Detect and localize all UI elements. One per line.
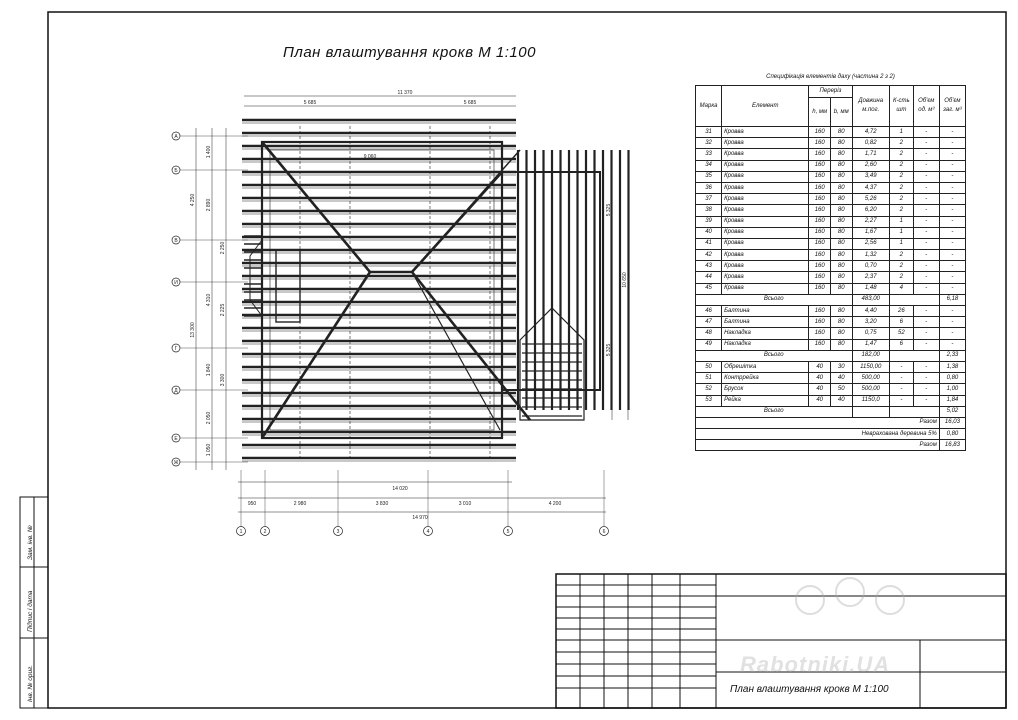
spec-cell: - xyxy=(939,317,965,328)
spec-cell: - xyxy=(913,216,939,227)
spec-cell: 160 xyxy=(809,205,831,216)
axis-label-left: А xyxy=(174,133,178,140)
dimension-label-left: 13 300 xyxy=(190,322,196,338)
dimension-label-top: 5 685 xyxy=(463,100,477,106)
spec-cell: 80 xyxy=(830,194,852,205)
spec-cell: - xyxy=(939,149,965,160)
spec-cell: 34 xyxy=(696,160,722,171)
spec-cell: - xyxy=(913,227,939,238)
spec-cell: 40 xyxy=(696,227,722,238)
spec-cell: 1,84 xyxy=(939,395,965,406)
drawing-title: План влаштування крокв М 1:100 xyxy=(283,44,536,61)
spec-cell: 80 xyxy=(830,339,852,350)
spec-cell: 40 xyxy=(809,373,831,384)
spec-cell: 2,60 xyxy=(852,160,889,171)
dimension-label-right: 5 325 xyxy=(606,203,612,217)
spec-row xyxy=(696,306,966,317)
spec-cell: 80 xyxy=(830,227,852,238)
spec-cell: Кровва xyxy=(722,138,809,149)
spec-cell: 1,47 xyxy=(852,339,889,350)
spec-row xyxy=(696,317,966,328)
col-length: Довжина м.пог. xyxy=(852,86,889,127)
dimension-label-bottom: 2 980 xyxy=(293,501,307,507)
side-label-3: Інв. № ориг. xyxy=(27,664,34,702)
spec-cell: - xyxy=(913,373,939,384)
spec-cell: 0,82 xyxy=(852,138,889,149)
spec-cell: Кровва xyxy=(722,205,809,216)
spec-cell: 160 xyxy=(809,261,831,272)
dimension-label-top: 5 685 xyxy=(303,100,317,106)
axis-label-bottom: 4 xyxy=(426,529,430,535)
spec-row xyxy=(696,138,966,149)
spec-row xyxy=(696,361,966,372)
spec-cell: 4,72 xyxy=(852,127,889,138)
spec-row xyxy=(696,328,966,339)
spec-row xyxy=(696,160,966,171)
spec-cell: 1 xyxy=(889,238,913,249)
axis-label-left: Е xyxy=(174,435,178,442)
spec-cell: 4 xyxy=(889,283,913,294)
spec-cell: 2,56 xyxy=(852,238,889,249)
spec-sum-vol: 0,80 xyxy=(939,429,965,440)
spec-total-row xyxy=(696,350,966,361)
spec-cell: 80 xyxy=(830,283,852,294)
spec-cell: 30 xyxy=(830,361,852,372)
dimension-label-left: 2 050 xyxy=(206,411,212,425)
spec-sum-row xyxy=(696,429,966,440)
spec-cell: 40 xyxy=(830,395,852,406)
spec-total-vol: 2,33 xyxy=(939,350,965,361)
spec-cell: 2 xyxy=(889,194,913,205)
axis-label-left: Б xyxy=(174,167,178,174)
spec-cell: - xyxy=(913,160,939,171)
spec-cell: 80 xyxy=(830,171,852,182)
spec-cell: 2,27 xyxy=(852,216,889,227)
spec-cell: 160 xyxy=(809,194,831,205)
dimension-label-left: 2 225 xyxy=(220,303,226,317)
spec-cell: 160 xyxy=(809,127,831,138)
spec-total-length: 483,00 xyxy=(852,294,889,305)
spec-cell: 53 xyxy=(696,395,722,406)
spec-cell: 52 xyxy=(696,384,722,395)
spec-cell: 40 xyxy=(809,395,831,406)
spec-row xyxy=(696,373,966,384)
spec-sum-vol: 16,83 xyxy=(939,440,965,451)
specification-table xyxy=(695,85,966,451)
dimension-label-right: 5 325 xyxy=(606,343,612,357)
side-label-1: Зам. інв. № xyxy=(27,525,34,560)
spec-cell: Контррейка xyxy=(722,373,809,384)
spec-cell: - xyxy=(939,261,965,272)
spec-cell: - xyxy=(939,250,965,261)
dimension-label-left: 4 310 xyxy=(206,293,212,307)
spec-cell: 2 xyxy=(889,149,913,160)
spec-cell: 6 xyxy=(889,317,913,328)
spec-cell: - xyxy=(913,395,939,406)
spec-cell: 160 xyxy=(809,250,831,261)
side-stamp xyxy=(20,497,48,708)
spec-cell: - xyxy=(939,127,965,138)
spec-cell: - xyxy=(913,250,939,261)
spec-cell: - xyxy=(939,283,965,294)
spec-cell: - xyxy=(939,194,965,205)
spec-cell: Кровва xyxy=(722,194,809,205)
spec-cell: Рейка xyxy=(722,395,809,406)
spec-row xyxy=(696,261,966,272)
spec-cell: 1,00 xyxy=(939,384,965,395)
spec-cell: 160 xyxy=(809,272,831,283)
dimension-label-bottom: 3 830 xyxy=(375,501,389,507)
spec-cell: 0,75 xyxy=(852,328,889,339)
spec-cell: Кровва xyxy=(722,182,809,193)
spec-cell: 80 xyxy=(830,149,852,160)
dimension-label-left: 1 400 xyxy=(206,145,212,159)
spec-cell: - xyxy=(939,205,965,216)
spec-total-length xyxy=(852,406,889,417)
spec-cell: - xyxy=(939,160,965,171)
spec-cell: - xyxy=(939,216,965,227)
spec-cell: Кровва xyxy=(722,149,809,160)
axis-label-bottom: 3 xyxy=(336,529,340,535)
spec-cell: 40 xyxy=(830,373,852,384)
dimension-label-left: 1 050 xyxy=(206,443,212,457)
spec-cell: 1 xyxy=(889,127,913,138)
axis-label-bottom: 1 xyxy=(239,529,243,535)
spec-cell: 80 xyxy=(830,328,852,339)
spec-cell: 160 xyxy=(809,227,831,238)
spec-total-blank xyxy=(889,350,939,361)
spec-cell: 2 xyxy=(889,250,913,261)
spec-total-label: Всього xyxy=(696,294,853,305)
spec-cell: Кровва xyxy=(722,160,809,171)
spec-cell: Кровва xyxy=(722,171,809,182)
spec-cell: 47 xyxy=(696,317,722,328)
spec-cell: 160 xyxy=(809,160,831,171)
axis-label-left: В xyxy=(174,237,178,244)
dimension-label-bottom: 14 020 xyxy=(392,486,408,492)
spec-cell: - xyxy=(913,317,939,328)
spec-cell: 4,37 xyxy=(852,182,889,193)
spec-cell: 1150,00 xyxy=(852,361,889,372)
spec-cell: 1 xyxy=(889,216,913,227)
spec-cell: Брусок xyxy=(722,384,809,395)
spec-cell: 160 xyxy=(809,138,831,149)
spec-cell: 37 xyxy=(696,194,722,205)
dimension-label-left: 2 250 xyxy=(220,241,226,255)
axis-label-bottom: 2 xyxy=(263,529,267,535)
col-mark: Марка xyxy=(696,86,722,127)
spec-cell: 52 xyxy=(889,328,913,339)
spec-cell: - xyxy=(889,361,913,372)
spec-cell: 160 xyxy=(809,339,831,350)
spec-cell: - xyxy=(913,238,939,249)
dimension-label-inner: 9 060 xyxy=(363,154,377,160)
axis-label-bottom: 6 xyxy=(602,529,606,535)
spec-cell: Кровва xyxy=(722,127,809,138)
spec-total-label: Всього xyxy=(696,406,853,417)
axis-label-left: Ж xyxy=(173,459,179,466)
watermark-icon xyxy=(836,578,864,606)
spec-cell: 33 xyxy=(696,149,722,160)
spec-cell: 50 xyxy=(830,384,852,395)
spec-cell: 4,40 xyxy=(852,306,889,317)
spec-cell: - xyxy=(913,306,939,317)
axis-label-left: Д xyxy=(174,387,178,394)
spec-row xyxy=(696,250,966,261)
spec-cell: 80 xyxy=(830,317,852,328)
spec-total-row xyxy=(696,294,966,305)
spec-cell: 1,32 xyxy=(852,250,889,261)
spec-cell: Накладка xyxy=(722,328,809,339)
spec-cell: 1150,0 xyxy=(852,395,889,406)
spec-cell: Кровва xyxy=(722,216,809,227)
col-section: Переріз xyxy=(809,86,852,98)
spec-cell: - xyxy=(913,361,939,372)
spec-cell: Кровва xyxy=(722,227,809,238)
spec-cell: - xyxy=(939,238,965,249)
col-qty: К-сть шт xyxy=(889,86,913,127)
spec-cell: - xyxy=(939,306,965,317)
spec-cell: Кровва xyxy=(722,272,809,283)
col-h: h, мм xyxy=(809,98,831,127)
spec-cell: 46 xyxy=(696,306,722,317)
spec-cell: - xyxy=(913,261,939,272)
spec-cell: 80 xyxy=(830,216,852,227)
spec-cell: - xyxy=(939,339,965,350)
spec-cell: - xyxy=(913,205,939,216)
spec-row xyxy=(696,283,966,294)
spec-cell: 1 xyxy=(889,227,913,238)
spec-cell: 6,20 xyxy=(852,205,889,216)
spec-cell: 160 xyxy=(809,306,831,317)
spec-cell: - xyxy=(913,182,939,193)
axis-label-left: И xyxy=(174,279,178,286)
spec-row xyxy=(696,227,966,238)
spec-cell: 160 xyxy=(809,182,831,193)
spec-cell: 160 xyxy=(809,283,831,294)
col-vol-one: Об'єм од. м³ xyxy=(913,86,939,127)
dimension-label-bottom: 14 970 xyxy=(412,515,428,521)
spec-row xyxy=(696,272,966,283)
spec-sum-vol: 16,03 xyxy=(939,417,965,428)
dimension-label-left: 3 300 xyxy=(220,373,226,387)
spec-cell: 80 xyxy=(830,238,852,249)
spec-cell: 38 xyxy=(696,205,722,216)
spec-cell: 3,20 xyxy=(852,317,889,328)
spec-cell: 2 xyxy=(889,261,913,272)
spec-cell: 26 xyxy=(889,306,913,317)
spec-cell: 51 xyxy=(696,373,722,384)
spec-cell: 80 xyxy=(830,261,852,272)
stair-opening xyxy=(276,250,300,322)
dimension-label-bottom: 4 200 xyxy=(548,501,562,507)
spec-cell: - xyxy=(939,182,965,193)
spec-cell: 80 xyxy=(830,127,852,138)
spec-cell: 44 xyxy=(696,272,722,283)
spec-cell: 43 xyxy=(696,261,722,272)
spec-cell: Кровва xyxy=(722,250,809,261)
spec-cell: 45 xyxy=(696,283,722,294)
spec-cell: - xyxy=(913,194,939,205)
dimension-label-top: 11 370 xyxy=(397,90,413,96)
spec-cell: Кровва xyxy=(722,238,809,249)
spec-cell: 0,70 xyxy=(852,261,889,272)
spec-cell: - xyxy=(913,127,939,138)
spec-cell: - xyxy=(939,171,965,182)
spec-cell: 31 xyxy=(696,127,722,138)
axis-label-left: Г xyxy=(174,345,178,352)
spec-cell: 2 xyxy=(889,138,913,149)
spec-cell: 41 xyxy=(696,238,722,249)
spec-cell: 2 xyxy=(889,182,913,193)
spec-row xyxy=(696,216,966,227)
spec-cell: 500,00 xyxy=(852,384,889,395)
spec-total-vol: 6,18 xyxy=(939,294,965,305)
spec-cell: 80 xyxy=(830,160,852,171)
spec-total-blank xyxy=(889,406,939,417)
spec-row xyxy=(696,171,966,182)
watermark-icon xyxy=(796,586,824,614)
dimension-label-bottom: 950 xyxy=(247,501,257,507)
spec-cell: - xyxy=(939,227,965,238)
spec-cell: - xyxy=(913,138,939,149)
spec-total-label: Всього xyxy=(696,350,853,361)
spec-cell: 49 xyxy=(696,339,722,350)
hip-rafter xyxy=(262,142,370,272)
spec-cell: 160 xyxy=(809,317,831,328)
spec-cell: Балтина xyxy=(722,317,809,328)
spec-cell: 1,71 xyxy=(852,149,889,160)
spec-row xyxy=(696,395,966,406)
col-vol-all: Об'єм заг. м³ xyxy=(939,86,965,127)
spec-cell: 0,80 xyxy=(939,373,965,384)
spec-cell: 80 xyxy=(830,138,852,149)
spec-cell: - xyxy=(913,272,939,283)
spec-cell: 2 xyxy=(889,160,913,171)
spec-cell: - xyxy=(913,171,939,182)
spec-row xyxy=(696,182,966,193)
spec-sum-label: Разом xyxy=(696,417,940,428)
spec-cell: Балтина xyxy=(722,306,809,317)
stamp-title: План влаштування крокв М 1:100 xyxy=(730,684,889,695)
spec-row xyxy=(696,339,966,350)
spec-cell: Обрешітка xyxy=(722,361,809,372)
spec-cell: - xyxy=(939,138,965,149)
spec-cell: Накладка xyxy=(722,339,809,350)
spec-cell: 36 xyxy=(696,182,722,193)
spec-row xyxy=(696,127,966,138)
spec-row xyxy=(696,384,966,395)
spec-row xyxy=(696,194,966,205)
col-element: Елемент xyxy=(722,86,809,127)
dimension-label-right: 10 650 xyxy=(622,272,628,288)
spec-cell: - xyxy=(939,328,965,339)
spec-cell: 1,48 xyxy=(852,283,889,294)
spec-cell: - xyxy=(913,384,939,395)
spec-cell: 1,67 xyxy=(852,227,889,238)
dimension-label-left: 4 250 xyxy=(190,193,196,207)
spec-cell: - xyxy=(889,384,913,395)
spec-total-blank xyxy=(889,294,939,305)
spec-cell: - xyxy=(913,328,939,339)
spec-cell: - xyxy=(889,373,913,384)
spec-cell: 32 xyxy=(696,138,722,149)
spec-cell: 40 xyxy=(809,384,831,395)
spec-cell: 80 xyxy=(830,272,852,283)
col-b: b, мм xyxy=(830,98,852,127)
spec-cell: - xyxy=(939,272,965,283)
watermark-icon xyxy=(876,586,904,614)
dimension-label-bottom: 3 010 xyxy=(458,501,472,507)
spec-cell: 160 xyxy=(809,328,831,339)
spec-total-length: 182,00 xyxy=(852,350,889,361)
spec-cell: 2,37 xyxy=(852,272,889,283)
spec-cell: - xyxy=(913,149,939,160)
spec-cell: 80 xyxy=(830,250,852,261)
spec-cell: 160 xyxy=(809,171,831,182)
spec-cell: 35 xyxy=(696,171,722,182)
watermark: Rabotniki.UA xyxy=(740,652,891,677)
spec-row xyxy=(696,149,966,160)
spec-cell: Кровва xyxy=(722,261,809,272)
spec-cell: 42 xyxy=(696,250,722,261)
spec-cell: 500,00 xyxy=(852,373,889,384)
spec-caption: Специфікація елементів даху (частина 2 з 2) xyxy=(766,74,895,80)
spec-cell: 160 xyxy=(809,238,831,249)
spec-cell: Кровва xyxy=(722,283,809,294)
side-label-2: Підпис і дата xyxy=(27,590,34,632)
spec-cell: 160 xyxy=(809,149,831,160)
spec-sum-label: Неврахована деревина 5% xyxy=(696,429,940,440)
spec-cell: 2 xyxy=(889,171,913,182)
spec-row xyxy=(696,205,966,216)
spec-sum-row xyxy=(696,417,966,428)
spec-cell: 5,26 xyxy=(852,194,889,205)
spec-cell: - xyxy=(913,283,939,294)
spec-total-vol: 5,02 xyxy=(939,406,965,417)
spec-cell: - xyxy=(913,339,939,350)
spec-cell: 6 xyxy=(889,339,913,350)
spec-sum-label: Разом xyxy=(696,440,940,451)
spec-total-row xyxy=(696,406,966,417)
spec-cell: 40 xyxy=(809,361,831,372)
spec-cell: 80 xyxy=(830,182,852,193)
spec-cell: 3,49 xyxy=(852,171,889,182)
axis-label-bottom: 5 xyxy=(506,529,510,535)
spec-sum-row xyxy=(696,440,966,451)
spec-cell: 2 xyxy=(889,205,913,216)
spec-cell: 160 xyxy=(809,216,831,227)
spec-cell: 48 xyxy=(696,328,722,339)
spec-cell: 1,38 xyxy=(939,361,965,372)
spec-cell: 80 xyxy=(830,306,852,317)
spec-cell: 39 xyxy=(696,216,722,227)
spec-cell: - xyxy=(889,395,913,406)
spec-cell: 50 xyxy=(696,361,722,372)
spec-body xyxy=(696,127,966,451)
dimension-label-left: 2 890 xyxy=(206,198,212,212)
spec-cell: 2 xyxy=(889,272,913,283)
spec-row xyxy=(696,238,966,249)
spec-cell: 80 xyxy=(830,205,852,216)
dimension-label-left: 1 840 xyxy=(206,363,212,377)
